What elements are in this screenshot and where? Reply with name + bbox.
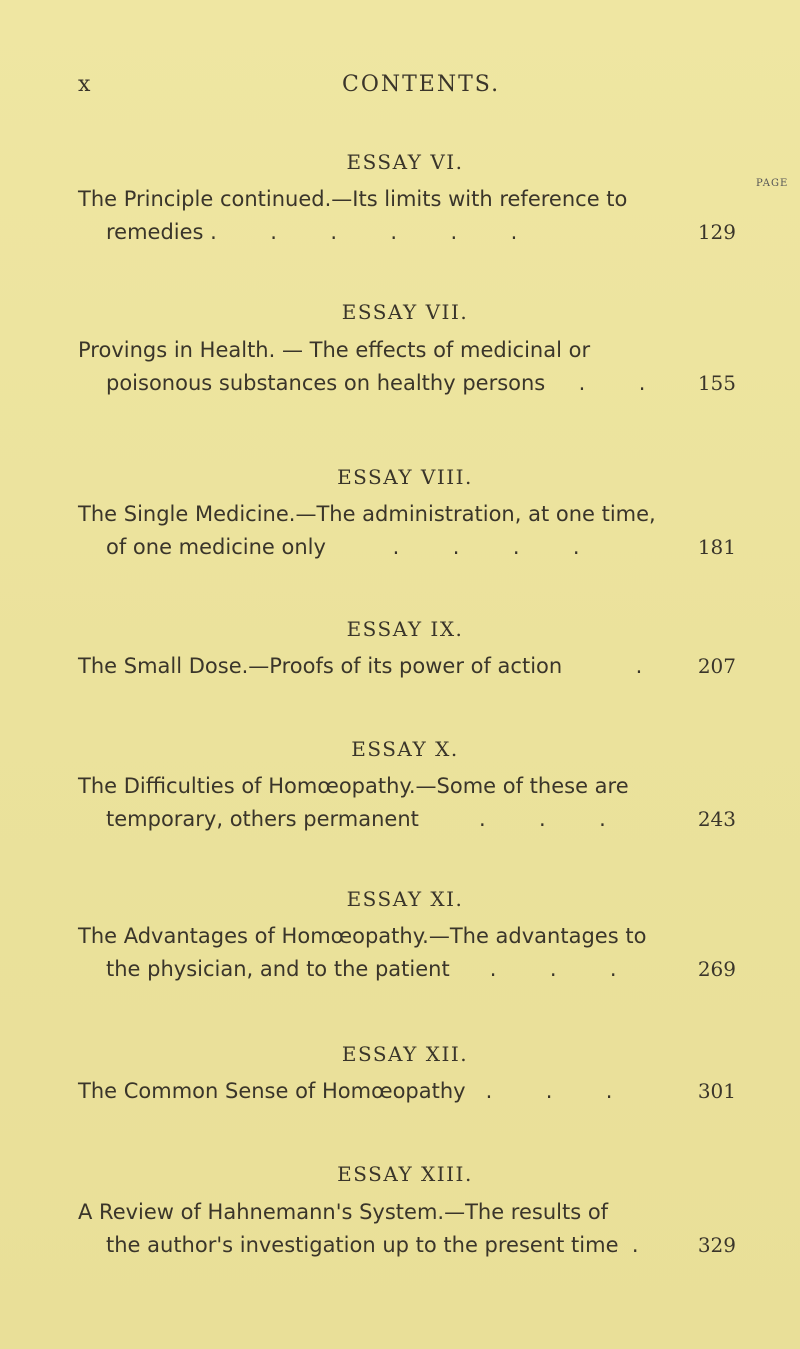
roman-page-number: x (78, 72, 92, 97)
essay-9-line-1-text: The Small Dose.—Proofs of its power of action (78, 654, 563, 678)
essay-12-entry (78, 1075, 768, 1108)
essay-6-entry (78, 183, 768, 249)
essay-8-line-2-text: of one medicine only (106, 535, 326, 559)
essay-13-leader: . (618, 1233, 639, 1257)
essay-9-leader: . (562, 654, 643, 678)
essay-13-title: ESSAY XIII. (337, 1162, 473, 1186)
essay-6-line-2 (78, 216, 768, 249)
essay-8-page: 181 (697, 535, 736, 559)
essay-11-entry (78, 920, 768, 986)
essay-10-leader: . . . (418, 807, 606, 831)
essay-6-title: ESSAY VI. (346, 150, 464, 174)
essay-9-title: ESSAY IX. (346, 617, 464, 641)
essay-7-line-2 (78, 367, 768, 400)
essay-6-leader: . . . . . . (203, 220, 518, 244)
essay-12-line-1-text: The Common Sense of Homœopathy (78, 1079, 466, 1103)
essay-13-line-2-text: the author's investigation up to the present time (106, 1233, 619, 1257)
essay-13-line-2 (78, 1229, 768, 1262)
essay-8-leader: . . . . (325, 535, 580, 559)
essay-12-leader: . . . (465, 1079, 613, 1103)
essay-8-entry (78, 498, 768, 564)
essay-11-line-2-text: the physician, and to the patient (106, 957, 450, 981)
essay-11-title: ESSAY XI. (346, 887, 464, 911)
essay-10-line-1: The Difficulties of Homœopathy.—Some of these are (78, 774, 629, 798)
essay-10-line-2 (78, 803, 768, 836)
page-column-label: PAGE (756, 178, 789, 189)
running-head (0, 72, 800, 102)
essay-11-page: 269 (697, 957, 736, 981)
essay-13-entry (78, 1196, 768, 1262)
essay-10-title: ESSAY X. (351, 737, 459, 761)
essay-11-line-1: The Advantages of Homœopathy.—The advantages to (78, 924, 647, 948)
essay-8-line-2 (78, 531, 768, 564)
essay-7-leader: . . (545, 371, 646, 395)
essay-12-title: ESSAY XII. (341, 1042, 469, 1066)
essay-8-title: ESSAY VIII. (337, 465, 473, 489)
essay-7-page: 155 (697, 371, 736, 395)
essay-6-page: 129 (697, 220, 736, 244)
essay-9-entry (78, 650, 768, 683)
essay-11-line-2 (78, 953, 768, 986)
essay-6-line-1: The Principle continued.—Its limits with reference to (78, 187, 628, 211)
essay-13-page: 329 (697, 1233, 736, 1257)
essay-8-line-1: The Single Medicine.—The administration, at one time, (78, 502, 656, 526)
essay-6-line-2-text: remedies (106, 220, 204, 244)
essay-7-line-2-text: poisonous substances on healthy persons (106, 371, 546, 395)
running-title: CONTENTS. (342, 72, 501, 97)
essay-10-line-2-text: temporary, others permanent (106, 807, 419, 831)
essay-12-line-1 (78, 1075, 768, 1108)
essay-13-line-1: A Review of Hahnemann's System.—The results of (78, 1200, 609, 1224)
essay-7-line-1: Provings in Health. — The effects of medicinal or (78, 338, 591, 362)
essay-10-entry (78, 770, 768, 836)
essay-10-page: 243 (697, 807, 736, 831)
essay-11-leader: . . . (449, 957, 617, 981)
essay-12-page: 301 (697, 1079, 736, 1103)
essay-7-entry (78, 334, 768, 400)
essay-9-line-1 (78, 650, 768, 683)
essay-9-page: 207 (697, 654, 736, 678)
essay-7-title: ESSAY VII. (341, 300, 469, 324)
